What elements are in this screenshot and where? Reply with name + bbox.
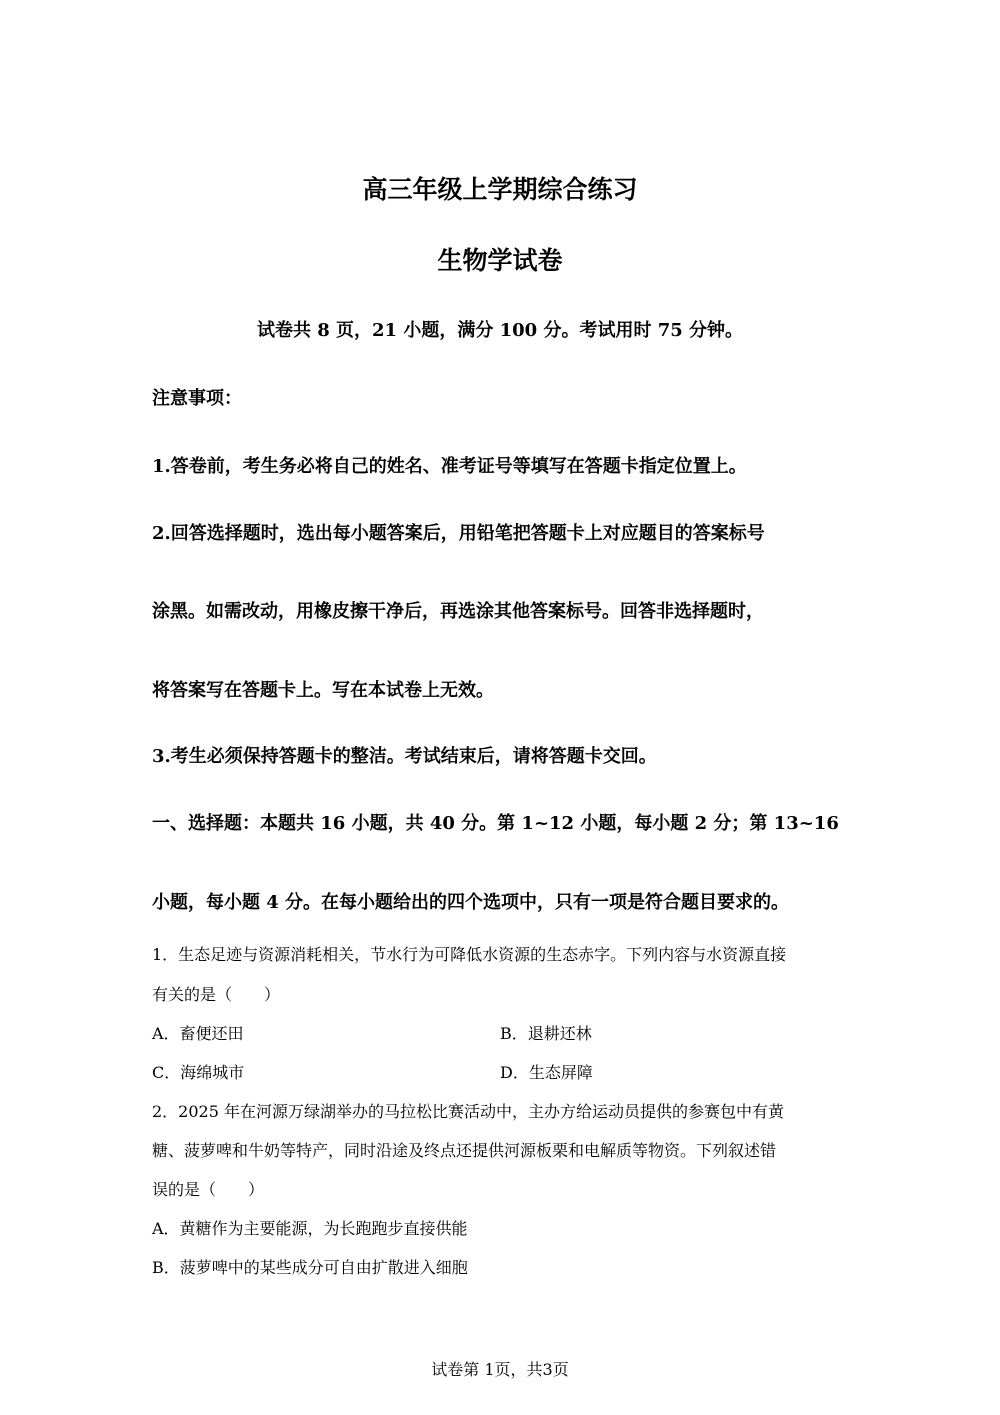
notice-line-3: 涂黑。如需改动，用橡皮擦干净后，再选涂其他答案标号。回答非选择题时， <box>152 601 764 622</box>
question-2-option-a: A．黄糖作为主要能源，为长跑跑步直接供能 <box>152 1219 468 1238</box>
question-2-stem-line-1: 2．2025 年在河源万绿湖举办的马拉松比赛活动中，主办方给运动员提供的参赛包中有黄 <box>152 1102 784 1121</box>
question-1-option-c: C．海绵城市 <box>152 1063 245 1082</box>
section-heading-line-1: 一、选择题：本题共 16 小题，共 40 分。第 1~12 小题，每小题 2 分；第 13~16 <box>152 813 839 834</box>
notice-line-5: 3.考生必须保持答题卡的整洁。考试结束后，请将答题卡交回。 <box>152 746 657 767</box>
exam-title: 高三年级上学期综合练习 <box>362 175 638 204</box>
section-heading-line-2: 小题，每小题 4 分。在每小题给出的四个选项中，只有一项是符合题目要求的。 <box>152 892 790 913</box>
question-1-stem-line-2: 有关的是（ ） <box>152 985 281 1004</box>
question-2-stem-line-2: 糖、菠萝啤和牛奶等特产，同时沿途及终点还提供河源板栗和电解质等物资。下列叙述错 <box>152 1141 777 1160</box>
exam-info: 试卷共 8 页，21 小题，满分 100 分。考试用时 75 分钟。 <box>256 320 744 341</box>
question-1-stem-line-1: 1．生态足迹与资源消耗相关，节水行为可降低水资源的生态赤字。下列内容与水资源直接 <box>152 945 787 964</box>
notice-line-1: 1.答卷前，考生务必将自己的姓名、准考证号等填写在答题卡指定位置上。 <box>152 456 747 477</box>
notice-line-4: 将答案写在答题卡上。写在本试卷上无效。 <box>152 680 494 701</box>
notice-heading: 注意事项： <box>152 388 242 409</box>
notice-line-2: 2.回答选择题时，选出每小题答案后，用铅笔把答题卡上对应题目的答案标号 <box>152 523 765 544</box>
exam-subtitle: 生物学试卷 <box>437 246 563 275</box>
question-1-option-b: B．退耕还林 <box>500 1024 592 1043</box>
question-2-stem-line-3: 误的是（ ） <box>152 1180 265 1199</box>
question-1-option-a: A．畜便还田 <box>152 1024 244 1043</box>
page-footer: 试卷第 1页，共3页 <box>431 1360 569 1379</box>
question-1-option-d: D．生态屏障 <box>500 1063 593 1082</box>
question-2-option-b: B．菠萝啤中的某些成分可自由扩散进入细胞 <box>152 1258 468 1277</box>
